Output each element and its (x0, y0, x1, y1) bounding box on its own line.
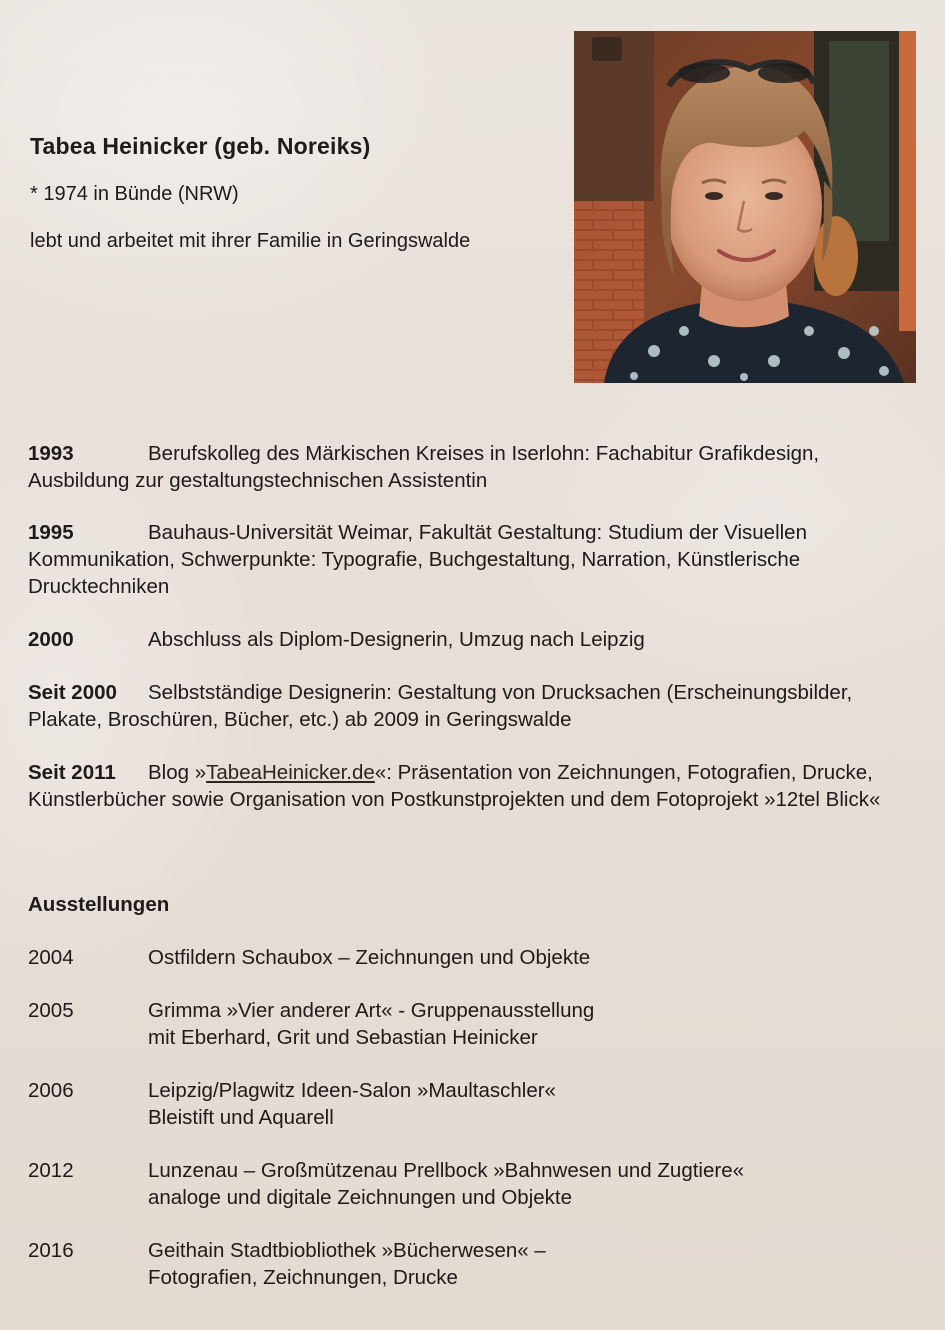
portrait-illustration (574, 31, 916, 383)
exhibition-title: Geithain Stadtbiobliothek »Bücherwesen« – (148, 1239, 546, 1262)
cv-entry-text: Bauhaus-Universität Weimar, Fakultät Gestaltung: Studium der Visuellen Kommunikation, Schwerpunkte: Typografie, Buchgestaltung, Narration, Künstlerische Drucktechniken (28, 521, 807, 598)
person-name: Tabea Heinicker (geb. Noreiks) (30, 133, 371, 159)
cv-entry-text: Selbstständige Designerin: Gestaltung von Drucksachen (Erscheinungsbilder, Plakate, Broschüren, Bücher, etc.) ab 2009 in Geringswalde (28, 681, 853, 731)
exhibition-title: Leipzig/Plagwitz Ideen-Salon »Maultaschler« (148, 1079, 556, 1102)
exhibition-detail: Fotografien, Zeichnungen, Drucke (148, 1266, 458, 1289)
cv-entry-text: Berufskolleg des Märkischen Kreises in Iserlohn: Fachabitur Grafikdesign, Ausbildung zur gestaltungstechnischen Assistentin (28, 442, 820, 492)
exhibition-title: Grimma »Vier anderer Art« - Gruppenausstellung (148, 999, 595, 1022)
cv-entry-seit-2000 (28, 679, 923, 733)
cv-entry-text-before: Blog » (148, 761, 207, 784)
blog-link[interactable]: TabeaHeinicker.de (206, 761, 375, 784)
cv-entry-1993 (28, 440, 923, 494)
exhibition-detail: Bleistift und Aquarell (148, 1106, 334, 1129)
cv-entry-year: 2000 (28, 628, 74, 651)
residence-info: lebt und arbeitet mit ihrer Familie in Geringswalde (30, 230, 471, 252)
exhibition-title: Ostfildern Schaubox – Zeichnungen und Objekte (148, 946, 591, 969)
exhibition-year: 2006 (28, 1079, 74, 1102)
cv-entry-seit-2011 (28, 759, 923, 813)
exhibition-detail: analoge und digitale Zeichnungen und Objekte (148, 1186, 572, 1209)
cv-entry-text-after: «: Präsentation von Zeichnungen, Fotografien, Drucke, Künstlerbücher sowie Organisation von Postkunstprojekten und dem Fotoprojekt »12tel Blick« (28, 761, 881, 811)
exhibition-year: 2004 (28, 946, 74, 969)
cv-entry-year: 1995 (28, 521, 74, 544)
cv-entry-text: Abschluss als Diplom-Designerin, Umzug nach Leipzig (148, 628, 645, 651)
exhibition-year: 2016 (28, 1239, 74, 1262)
cv-entry-1995 (28, 519, 923, 600)
exhibition-year: 2012 (28, 1159, 74, 1182)
exhibition-detail: mit Eberhard, Grit und Sebastian Heinicker (148, 1026, 538, 1049)
exhibitions-heading: Ausstellungen (28, 893, 170, 916)
cv-entry-year: Seit 2000 (28, 681, 117, 704)
cv-entry-year: Seit 2011 (28, 761, 116, 784)
exhibition-title: Lunzenau – Großmützenau Prellbock »Bahnwesen und Zugtiere« (148, 1159, 745, 1182)
portrait-photo (574, 31, 916, 383)
exhibition-year: 2005 (28, 999, 74, 1022)
cv-entry-2000 (28, 626, 923, 653)
cv-entry-year: 1993 (28, 442, 74, 465)
birth-info: * 1974 in Bünde (NRW) (30, 183, 239, 205)
